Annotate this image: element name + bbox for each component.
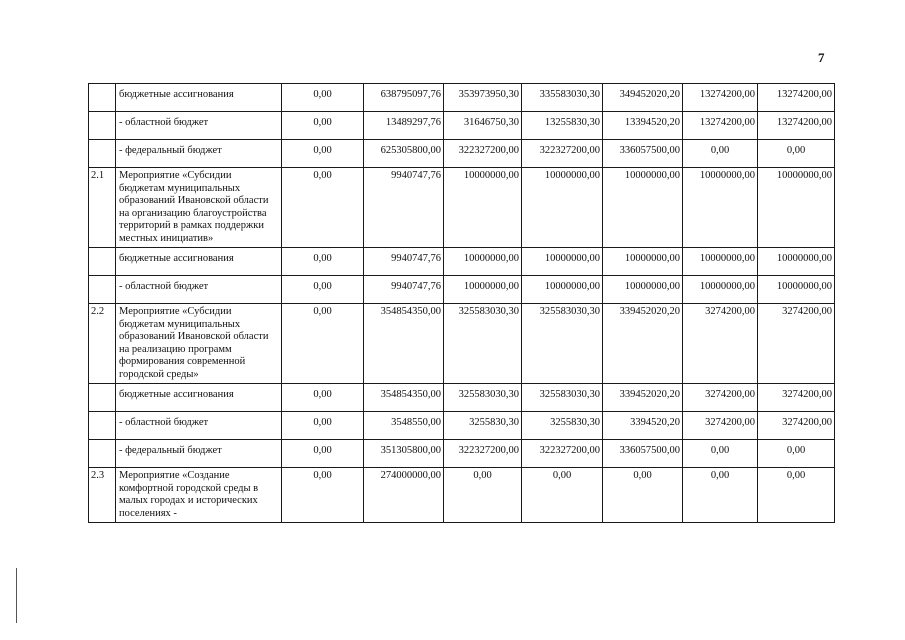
value-cell: 353973950,30 xyxy=(444,84,522,112)
value-cell: 13274200,00 xyxy=(758,112,835,140)
value-cell: 0,00 xyxy=(282,384,364,412)
value-cell: 0,00 xyxy=(683,440,758,468)
row-number: 2.2 xyxy=(89,304,116,384)
value-cell: 9940747,76 xyxy=(364,276,444,304)
value-cell: 10000000,00 xyxy=(758,168,835,248)
page-number: 7 xyxy=(818,50,825,65)
table-row xyxy=(89,248,835,276)
table-row xyxy=(89,140,835,168)
row-number xyxy=(89,112,116,140)
value-cell: 274000000,00 xyxy=(364,468,444,523)
value-cell: 339452020,20 xyxy=(603,384,683,412)
value-cell: 325583030,30 xyxy=(522,304,603,384)
value-cell: 0,00 xyxy=(282,84,364,112)
value-cell: 0,00 xyxy=(282,440,364,468)
value-cell: 322327200,00 xyxy=(444,440,522,468)
row-number: 2.3 xyxy=(89,468,116,523)
value-cell: 9940747,76 xyxy=(364,168,444,248)
row-name: - областной бюджет xyxy=(116,276,282,304)
value-cell: 336057500,00 xyxy=(603,440,683,468)
value-cell: 10000000,00 xyxy=(758,276,835,304)
value-cell: 349452020,20 xyxy=(603,84,683,112)
value-cell: 0,00 xyxy=(282,248,364,276)
value-cell: 0,00 xyxy=(683,468,758,523)
budget-table xyxy=(88,83,835,523)
table-row xyxy=(89,112,835,140)
value-cell: 0,00 xyxy=(758,140,835,168)
row-name: бюджетные ассигнования xyxy=(116,248,282,276)
value-cell: 3274200,00 xyxy=(683,412,758,440)
value-cell: 10000000,00 xyxy=(683,248,758,276)
value-cell: 325583030,30 xyxy=(444,384,522,412)
value-cell: 3274200,00 xyxy=(683,304,758,384)
value-cell: 322327200,00 xyxy=(522,440,603,468)
value-cell: 335583030,30 xyxy=(522,84,603,112)
value-cell: 339452020,20 xyxy=(603,304,683,384)
value-cell: 0,00 xyxy=(282,468,364,523)
value-cell: 354854350,00 xyxy=(364,384,444,412)
value-cell: 10000000,00 xyxy=(522,276,603,304)
value-cell: 325583030,30 xyxy=(522,384,603,412)
value-cell: 0,00 xyxy=(758,440,835,468)
row-number xyxy=(89,248,116,276)
value-cell: 0,00 xyxy=(683,140,758,168)
row-name: - областной бюджет xyxy=(116,412,282,440)
row-name: Мероприятие «Субсидии бюджетам муниципальных образований Ивановской области на организацию благоустройства территорий в рамках поддержки местных инициатив» xyxy=(116,168,282,248)
value-cell: 351305800,00 xyxy=(364,440,444,468)
value-cell: 322327200,00 xyxy=(444,140,522,168)
value-cell: 3548550,00 xyxy=(364,412,444,440)
table-row xyxy=(89,304,835,384)
value-cell: 3274200,00 xyxy=(758,384,835,412)
value-cell: 10000000,00 xyxy=(522,168,603,248)
row-name: - федеральный бюджет xyxy=(116,140,282,168)
value-cell: 354854350,00 xyxy=(364,304,444,384)
row-name: бюджетные ассигнования xyxy=(116,84,282,112)
margin-mark xyxy=(16,568,17,623)
value-cell: 10000000,00 xyxy=(444,276,522,304)
table-row xyxy=(89,276,835,304)
row-name: - федеральный бюджет xyxy=(116,440,282,468)
value-cell: 0,00 xyxy=(444,468,522,523)
value-cell: 13394520,20 xyxy=(603,112,683,140)
value-cell: 0,00 xyxy=(282,276,364,304)
table-row xyxy=(89,384,835,412)
value-cell: 0,00 xyxy=(522,468,603,523)
row-number xyxy=(89,84,116,112)
row-name: Мероприятие «Субсидии бюджетам муниципальных образований Ивановской области на реализацию программ формирования современной городской среды» xyxy=(116,304,282,384)
value-cell: 9940747,76 xyxy=(364,248,444,276)
row-number xyxy=(89,276,116,304)
value-cell: 13274200,00 xyxy=(683,84,758,112)
value-cell: 10000000,00 xyxy=(683,276,758,304)
value-cell: 10000000,00 xyxy=(444,248,522,276)
row-number xyxy=(89,384,116,412)
table-row xyxy=(89,168,835,248)
value-cell: 0,00 xyxy=(603,468,683,523)
value-cell: 10000000,00 xyxy=(603,248,683,276)
table-row xyxy=(89,440,835,468)
value-cell: 3255830,30 xyxy=(444,412,522,440)
value-cell: 322327200,00 xyxy=(522,140,603,168)
value-cell: 625305800,00 xyxy=(364,140,444,168)
value-cell: 0,00 xyxy=(282,140,364,168)
value-cell: 31646750,30 xyxy=(444,112,522,140)
value-cell: 13489297,76 xyxy=(364,112,444,140)
row-number: 2.1 xyxy=(89,168,116,248)
value-cell: 3255830,30 xyxy=(522,412,603,440)
value-cell: 13274200,00 xyxy=(758,84,835,112)
value-cell: 0,00 xyxy=(282,112,364,140)
value-cell: 10000000,00 xyxy=(444,168,522,248)
table-row xyxy=(89,412,835,440)
value-cell: 10000000,00 xyxy=(603,276,683,304)
value-cell: 638795097,76 xyxy=(364,84,444,112)
row-name: бюджетные ассигнования xyxy=(116,384,282,412)
value-cell: 3274200,00 xyxy=(758,412,835,440)
value-cell: 10000000,00 xyxy=(758,248,835,276)
value-cell: 0,00 xyxy=(758,468,835,523)
table-row xyxy=(89,468,835,523)
value-cell: 0,00 xyxy=(282,168,364,248)
value-cell: 13255830,30 xyxy=(522,112,603,140)
row-name: Мероприятие «Создание комфортной городской среды в малых городах и исторических поселениях - xyxy=(116,468,282,523)
value-cell: 10000000,00 xyxy=(683,168,758,248)
value-cell: 0,00 xyxy=(282,304,364,384)
value-cell: 3274200,00 xyxy=(758,304,835,384)
value-cell: 3274200,00 xyxy=(683,384,758,412)
value-cell: 13274200,00 xyxy=(683,112,758,140)
value-cell: 336057500,00 xyxy=(603,140,683,168)
row-name: - областной бюджет xyxy=(116,112,282,140)
value-cell: 10000000,00 xyxy=(603,168,683,248)
table-row xyxy=(89,84,835,112)
value-cell: 0,00 xyxy=(282,412,364,440)
value-cell: 325583030,30 xyxy=(444,304,522,384)
value-cell: 10000000,00 xyxy=(522,248,603,276)
row-number xyxy=(89,412,116,440)
row-number xyxy=(89,440,116,468)
value-cell: 3394520,20 xyxy=(603,412,683,440)
row-number xyxy=(89,140,116,168)
